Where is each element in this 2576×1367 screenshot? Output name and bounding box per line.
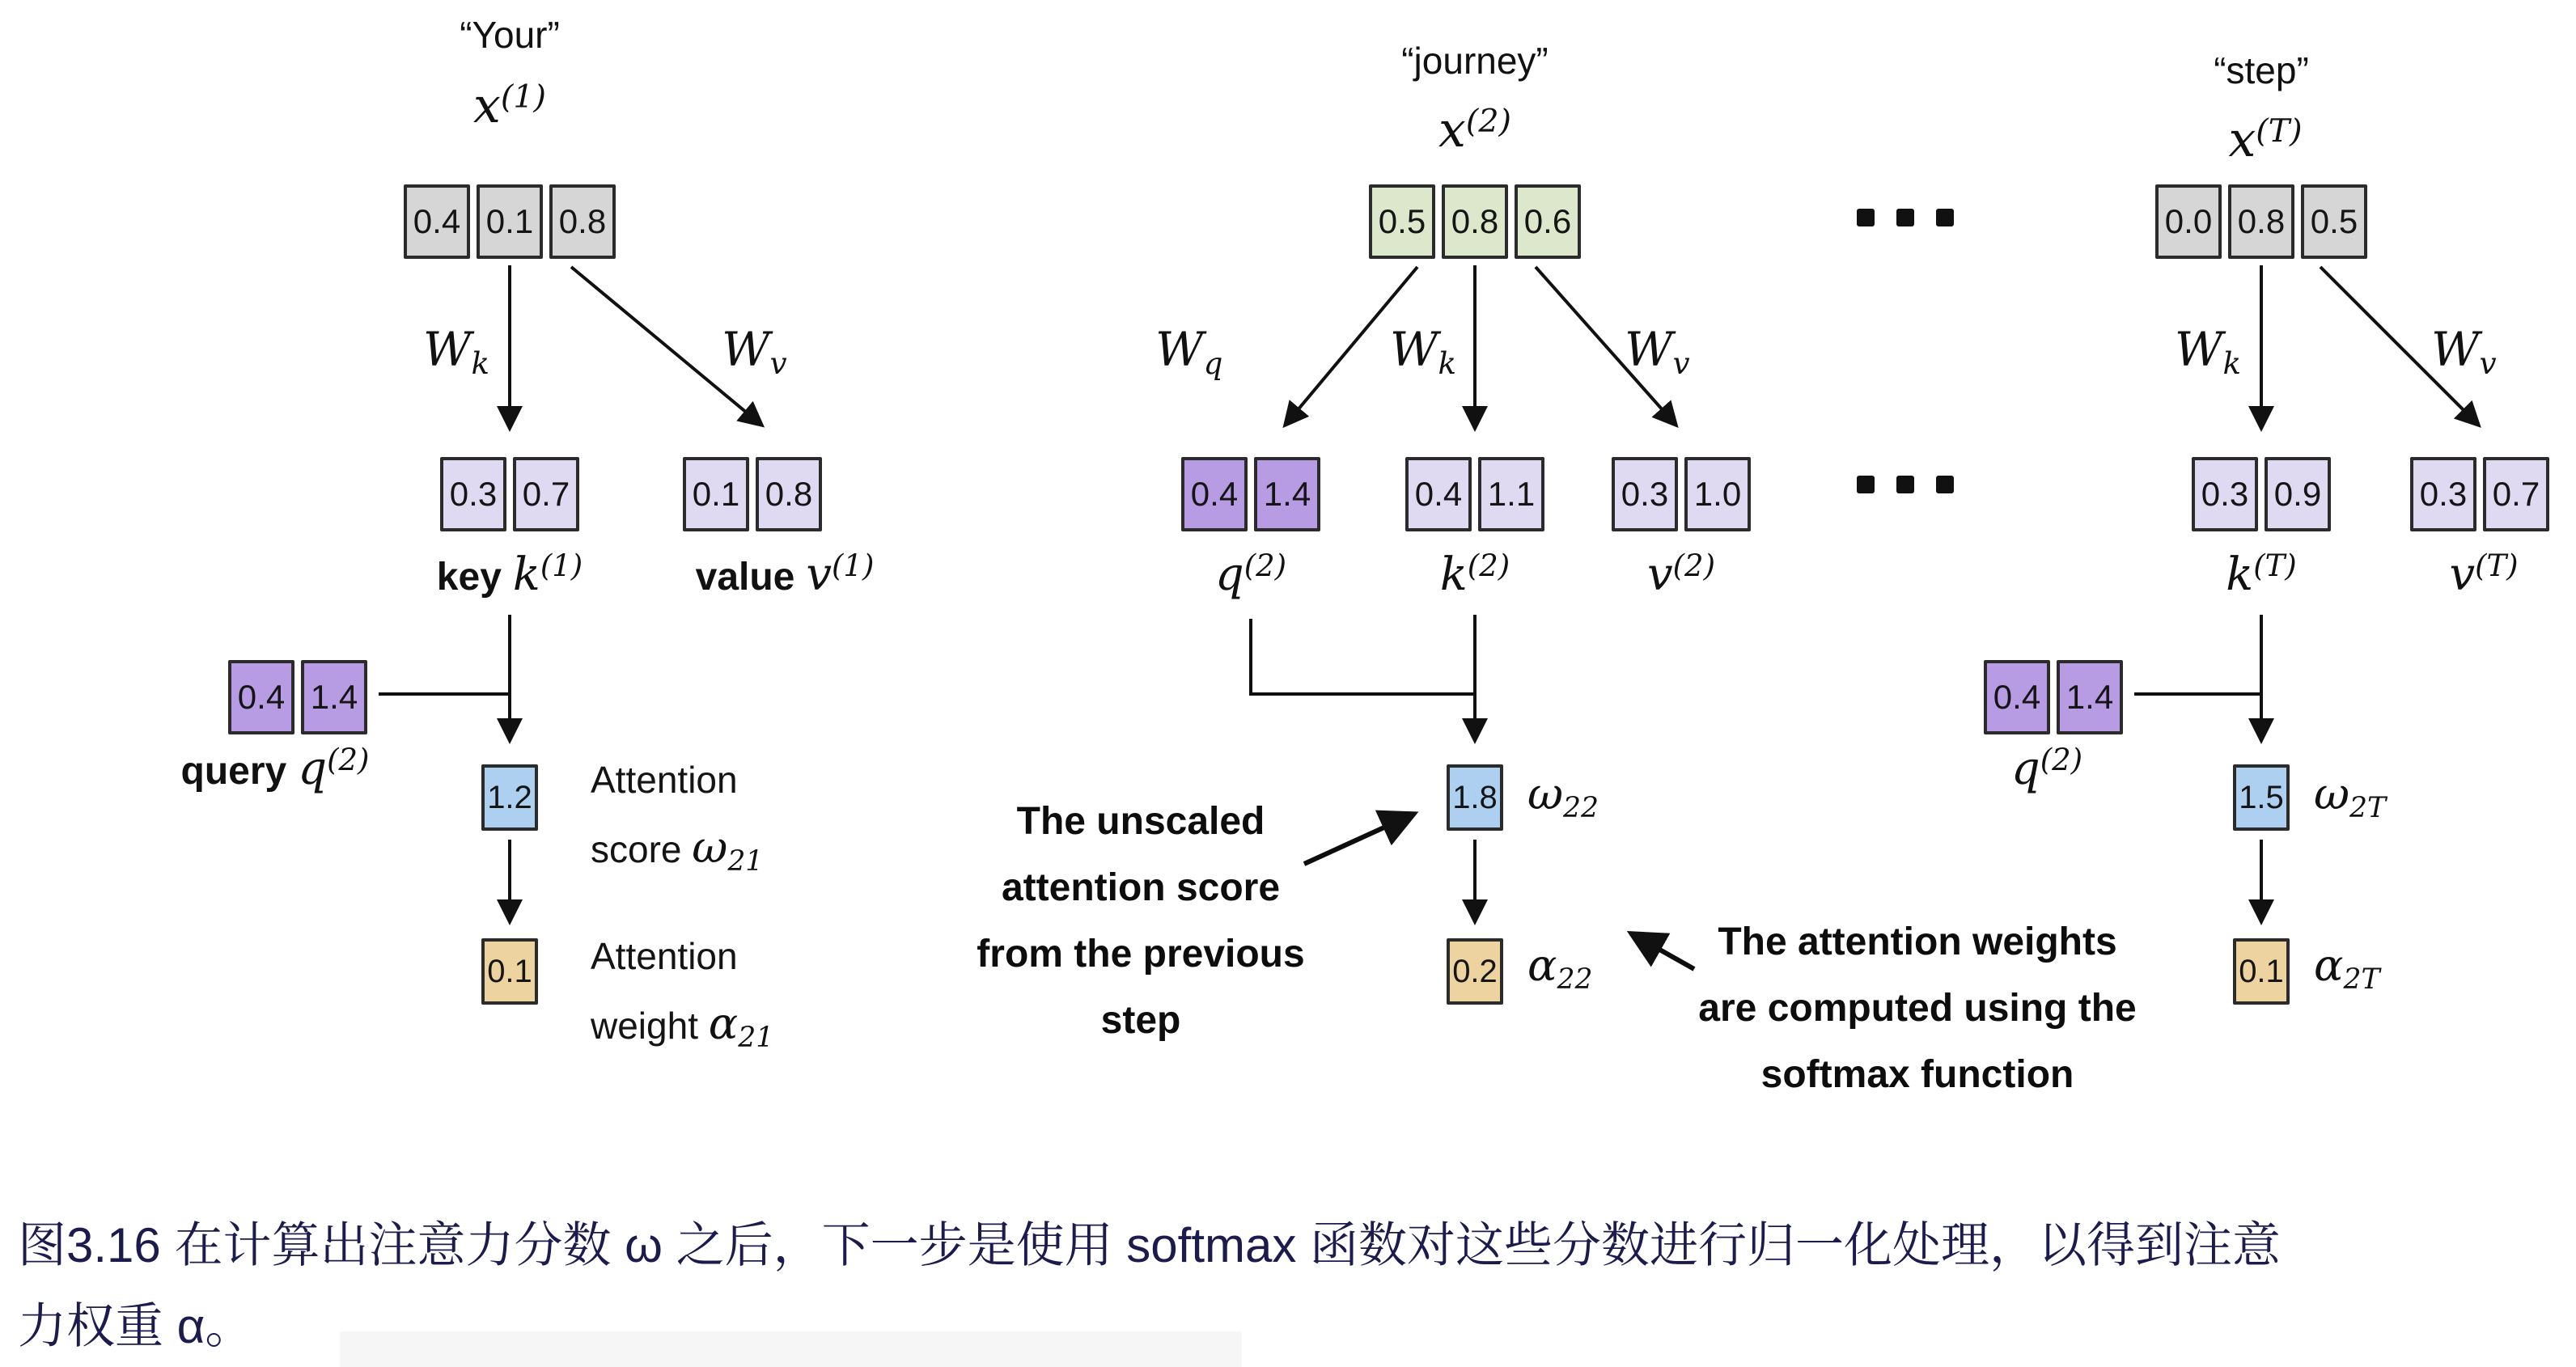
vector-cell: 0.8 — [1442, 184, 1508, 259]
k-base: k — [1439, 548, 1468, 601]
w-base: W — [1625, 322, 1673, 377]
w-sub: v — [1672, 346, 1690, 382]
v-sup: (2) — [1672, 548, 1715, 584]
xT-sup: (T) — [2256, 112, 2303, 150]
w-sub: v — [769, 346, 787, 382]
vector-cell: 0.1 — [477, 184, 543, 259]
vector-cell: 0.7 — [513, 457, 579, 531]
vector-cell: 1.1 — [1478, 457, 1544, 531]
x2-label — [1345, 102, 1604, 159]
figure-caption-line2: 力权重 α。 — [18, 1299, 254, 1353]
x1-label — [380, 78, 639, 134]
q-sup: (2) — [1244, 548, 1287, 584]
v-sup: (T) — [2475, 548, 2519, 584]
token-word-journey: “journey” — [1401, 40, 1549, 82]
vector-cell: 1.4 — [301, 660, 367, 734]
omega22-label — [1527, 768, 1599, 824]
vector-cell: 0.8 — [549, 184, 616, 259]
omega-sub: 22 — [1563, 791, 1599, 824]
alpha22-label — [1527, 940, 1593, 996]
w-base: W — [2174, 322, 2223, 377]
key-sup: (1) — [540, 548, 583, 584]
x1-vector — [404, 184, 616, 259]
score-text-line — [591, 814, 763, 887]
alpha-sub: 2T — [2343, 963, 2380, 996]
annotation-line: are computed using the — [1698, 987, 2137, 1030]
query2-label — [97, 743, 453, 795]
value1-label — [615, 548, 955, 601]
k-sup: (T) — [2253, 548, 2297, 584]
vector-cell: 0.8 — [2228, 184, 2294, 259]
attention-score-text — [591, 746, 763, 887]
value1-vector — [683, 457, 822, 531]
queryT-label — [1917, 743, 2176, 795]
vector-cell: 0.3 — [2410, 457, 2476, 531]
key1-vector — [440, 457, 579, 531]
ellipsis-dot — [1857, 476, 1875, 493]
q2-vector — [1181, 457, 1320, 531]
w-sub: k — [1438, 346, 1456, 382]
vector-cell: 0.4 — [1405, 457, 1472, 531]
query-word: query — [180, 750, 287, 793]
annotation-line: attention score — [1001, 866, 1281, 909]
x1-base: x — [473, 78, 501, 134]
annotation-line: The unscaled — [1016, 800, 1265, 843]
v-base: v — [1647, 548, 1673, 601]
ellipsis-dot — [1936, 476, 1954, 493]
k-base: k — [2226, 548, 2254, 601]
attention-weight-box: 0.1 — [481, 938, 538, 1005]
vector-cell: 0.3 — [440, 457, 506, 531]
attention-score-box: 1.2 — [481, 764, 538, 831]
vector-cell: 0.5 — [2301, 184, 2367, 259]
w-sub: k — [471, 346, 489, 382]
vector-cell: 0.7 — [2483, 457, 2549, 531]
alpha-sub: 21 — [738, 1021, 774, 1054]
ellipsis-dot — [1896, 476, 1914, 493]
w-base: W — [1155, 322, 1204, 377]
vector-cell: 0.4 — [1181, 457, 1248, 531]
query-sup: (2) — [327, 743, 370, 778]
vector-cell: 0.0 — [2155, 184, 2222, 259]
key-base: k — [512, 548, 540, 601]
wv-label-left — [722, 322, 787, 382]
vector-cell: 0.4 — [228, 660, 294, 734]
ellipsis-dot — [1857, 209, 1875, 226]
w-base: W — [1389, 322, 1438, 377]
score-text-line: Attention — [591, 759, 738, 801]
omega-sub: 21 — [727, 844, 764, 878]
wk-label-right — [2108, 322, 2241, 382]
w-sub: k — [2222, 346, 2241, 382]
vector-cell: 0.5 — [1369, 184, 1435, 259]
w-base: W — [722, 322, 770, 377]
ellipsis-dot — [1896, 209, 1914, 226]
vector-cell: 0.4 — [404, 184, 470, 259]
x2-base: x — [1438, 102, 1466, 159]
xT-base: x — [2228, 112, 2256, 168]
vector-cell: 0.9 — [2265, 457, 2331, 531]
v2-label — [1552, 548, 1811, 601]
value-sup: (1) — [832, 548, 875, 584]
vector-cell: 0.1 — [683, 457, 749, 531]
w-sub: v — [2479, 346, 2497, 382]
token-word-step: “step” — [2214, 49, 2309, 91]
query-base: q — [298, 743, 328, 795]
value-word: value — [695, 556, 795, 599]
xT-label — [2136, 112, 2395, 168]
vector-cell: 1.4 — [1254, 457, 1320, 531]
vector-cell: 1.0 — [1684, 457, 1751, 531]
weight-text-word: weight — [591, 1005, 698, 1047]
v2-vector — [1612, 457, 1751, 531]
attention-weight-box: 0.1 — [2233, 938, 2290, 1005]
queryT-vector — [1984, 660, 2123, 734]
weight-text-line — [591, 990, 773, 1064]
annotation-line: The attention weights — [1718, 921, 2117, 963]
w-sub: q — [1203, 346, 1223, 382]
x1-sup: (1) — [500, 78, 546, 116]
attention-score-box: 1.8 — [1447, 764, 1503, 831]
k2-vector — [1405, 457, 1544, 531]
vector-cell: 0.3 — [2192, 457, 2258, 531]
omega-symbol: ω — [692, 822, 728, 873]
alpha-symbol: α — [708, 998, 739, 1049]
query2-vector — [228, 660, 367, 734]
alpha-symbol: α — [2314, 940, 2344, 991]
annotation-line: from the previous — [977, 933, 1305, 976]
wq-label-mid — [1155, 322, 1223, 382]
vector-cell: 1.4 — [2057, 660, 2123, 734]
q2-label — [1121, 548, 1380, 601]
omega-sub: 2T — [2349, 791, 2387, 824]
kT-vector — [2192, 457, 2331, 531]
alpha2T-label — [2314, 940, 2380, 996]
attention-score-box: 1.5 — [2233, 764, 2290, 831]
alpha-symbol: α — [1527, 940, 1557, 991]
q-sup: (2) — [2040, 743, 2083, 778]
weight-text-line: Attention — [591, 935, 738, 977]
omega2T-label — [2314, 768, 2387, 824]
v-base: v — [2449, 548, 2476, 601]
figure-caption-line1: 图3.16 在计算出注意力分数 ω 之后，下一步是使用 softmax 函数对这些分数进行归一化处理，以得到注意 — [18, 1218, 2282, 1272]
vector-cell: 0.3 — [1612, 457, 1678, 531]
attention-weight-box: 0.2 — [1447, 938, 1503, 1005]
value-base: v — [806, 548, 833, 601]
screenshot-artifact — [340, 1331, 1242, 1367]
omega-symbol: ω — [2314, 768, 2350, 819]
annotation-softmax — [1675, 909, 2160, 1108]
xT-vector — [2155, 184, 2367, 259]
annotation-unscaled-score — [922, 789, 1359, 1054]
wv-label-mid — [1625, 322, 1690, 382]
ellipsis-icon — [1857, 476, 1976, 497]
wk-label-left — [356, 322, 489, 382]
q-base: q — [1214, 548, 1244, 601]
ellipsis-dot — [1936, 209, 1954, 226]
vector-cell: 0.4 — [1984, 660, 2050, 734]
alpha-sub: 22 — [1557, 963, 1593, 996]
key-word: key — [436, 556, 502, 599]
k-sup: (2) — [1467, 548, 1510, 584]
score-text-word: score — [591, 828, 682, 870]
annotation-line: softmax function — [1760, 1053, 2074, 1096]
x2-vector — [1369, 184, 1581, 259]
vector-cell: 0.8 — [756, 457, 822, 531]
w-base: W — [2431, 322, 2480, 377]
w-base: W — [422, 322, 472, 377]
token-word-your: “Your” — [460, 14, 560, 56]
ellipsis-icon — [1857, 209, 1976, 231]
wk-label-mid — [1323, 322, 1456, 382]
annotation-line: step — [1100, 999, 1181, 1042]
attention-weight-text — [591, 922, 773, 1064]
vector-cell: 0.6 — [1515, 184, 1581, 259]
kT-label — [2132, 548, 2391, 601]
vT-label — [2354, 548, 2576, 601]
x2-sup: (2) — [1465, 103, 1511, 141]
omega-symbol: ω — [1527, 768, 1564, 819]
vT-vector — [2410, 457, 2549, 531]
q-base: q — [2010, 743, 2040, 795]
wv-label-right — [2431, 322, 2497, 382]
